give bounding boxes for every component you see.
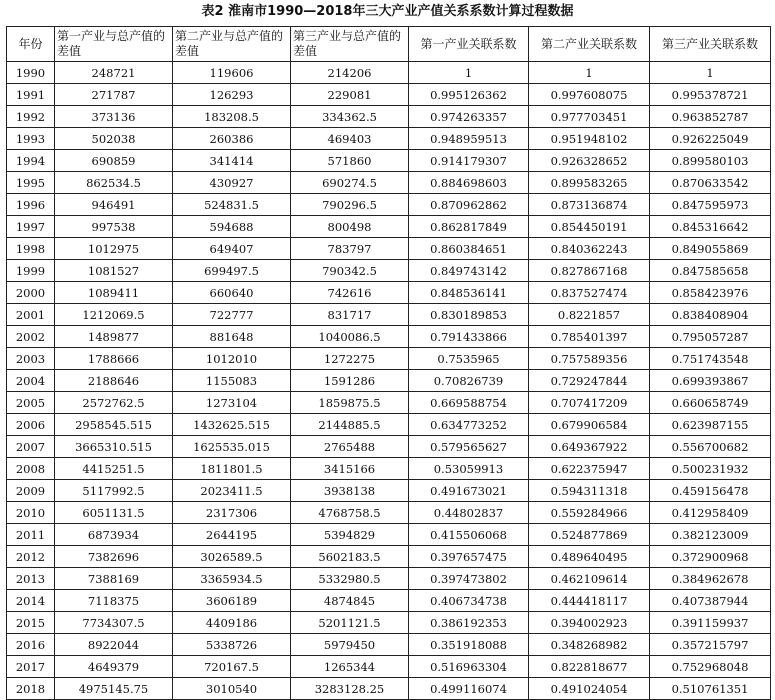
cell-secondary-coef: 0.8221857	[529, 304, 650, 326]
cell-year: 1997	[7, 216, 55, 238]
cell-primary-diff: 2188646	[55, 370, 173, 392]
cell-primary-diff: 7388169	[55, 568, 173, 590]
cell-tertiary-coef: 0.995378721	[650, 84, 771, 106]
table-row	[7, 458, 771, 480]
table-row	[7, 128, 771, 150]
cell-tertiary-diff: 831717	[291, 304, 409, 326]
cell-secondary-coef: 0.977703451	[529, 106, 650, 128]
cell-primary-coef: 0.995126362	[409, 84, 529, 106]
cell-tertiary-diff: 2765488	[291, 436, 409, 458]
cell-tertiary-diff: 3938138	[291, 480, 409, 502]
table-row	[7, 414, 771, 436]
header-tertiary-coef: 第三产业关联系数	[650, 27, 771, 62]
cell-secondary-coef: 0.707417209	[529, 392, 650, 414]
cell-primary-diff: 271787	[55, 84, 173, 106]
cell-tertiary-diff: 742616	[291, 282, 409, 304]
cell-year: 2012	[7, 546, 55, 568]
cell-primary-diff: 1081527	[55, 260, 173, 282]
cell-secondary-coef: 0.785401397	[529, 326, 650, 348]
cell-secondary-diff: 3010540	[173, 678, 291, 700]
cell-primary-coef: 0.44802837	[409, 502, 529, 524]
cell-primary-coef: 0.974263357	[409, 106, 529, 128]
table-row	[7, 678, 771, 700]
cell-secondary-diff: 524831.5	[173, 194, 291, 216]
cell-primary-diff: 373136	[55, 106, 173, 128]
cell-secondary-diff: 341414	[173, 150, 291, 172]
cell-tertiary-diff: 229081	[291, 84, 409, 106]
table-row	[7, 524, 771, 546]
cell-primary-diff: 7382696	[55, 546, 173, 568]
cell-secondary-diff: 1625535.015	[173, 436, 291, 458]
cell-tertiary-coef: 0.391159937	[650, 612, 771, 634]
cell-secondary-diff: 1811801.5	[173, 458, 291, 480]
cell-primary-coef: 0.491673021	[409, 480, 529, 502]
table-body	[7, 62, 771, 700]
cell-tertiary-coef: 0.660658749	[650, 392, 771, 414]
cell-secondary-diff: 260386	[173, 128, 291, 150]
cell-tertiary-coef: 0.372900968	[650, 546, 771, 568]
header-year: 年份	[7, 27, 55, 62]
cell-primary-diff: 1012975	[55, 238, 173, 260]
cell-primary-coef: 0.948959513	[409, 128, 529, 150]
cell-secondary-coef: 0.489640495	[529, 546, 650, 568]
table-row	[7, 502, 771, 524]
cell-primary-coef: 0.848536141	[409, 282, 529, 304]
cell-secondary-diff: 649407	[173, 238, 291, 260]
cell-primary-coef: 0.406734738	[409, 590, 529, 612]
table-row	[7, 106, 771, 128]
cell-tertiary-diff: 5602183.5	[291, 546, 409, 568]
cell-tertiary-diff: 690274.5	[291, 172, 409, 194]
table-row	[7, 238, 771, 260]
cell-secondary-diff: 3365934.5	[173, 568, 291, 590]
cell-tertiary-coef: 0.838408904	[650, 304, 771, 326]
cell-secondary-diff: 720167.5	[173, 656, 291, 678]
cell-tertiary-coef: 0.926225049	[650, 128, 771, 150]
cell-secondary-diff: 2023411.5	[173, 480, 291, 502]
cell-primary-coef: 0.579565627	[409, 436, 529, 458]
cell-primary-coef: 0.870962862	[409, 194, 529, 216]
cell-secondary-coef: 0.679906584	[529, 414, 650, 436]
cell-secondary-diff: 2644195	[173, 524, 291, 546]
cell-tertiary-diff: 4874845	[291, 590, 409, 612]
cell-secondary-diff: 430927	[173, 172, 291, 194]
cell-tertiary-coef: 0.847585658	[650, 260, 771, 282]
table-row	[7, 194, 771, 216]
table-row	[7, 348, 771, 370]
cell-secondary-diff: 1155083	[173, 370, 291, 392]
cell-secondary-coef: 0.840362243	[529, 238, 650, 260]
cell-secondary-diff: 722777	[173, 304, 291, 326]
cell-primary-diff: 5117992.5	[55, 480, 173, 502]
cell-tertiary-diff: 3283128.25	[291, 678, 409, 700]
cell-primary-diff: 7734307.5	[55, 612, 173, 634]
cell-tertiary-coef: 0.845316642	[650, 216, 771, 238]
cell-tertiary-coef: 0.459156478	[650, 480, 771, 502]
cell-primary-coef: 0.862817849	[409, 216, 529, 238]
cell-primary-diff: 502038	[55, 128, 173, 150]
cell-secondary-coef: 0.854450191	[529, 216, 650, 238]
cell-tertiary-coef: 0.849055869	[650, 238, 771, 260]
cell-primary-diff: 248721	[55, 62, 173, 84]
cell-secondary-diff: 1273104	[173, 392, 291, 414]
cell-primary-coef: 0.397473802	[409, 568, 529, 590]
cell-year: 2017	[7, 656, 55, 678]
cell-primary-diff: 2572762.5	[55, 392, 173, 414]
cell-primary-diff: 6873934	[55, 524, 173, 546]
cell-primary-diff: 862534.5	[55, 172, 173, 194]
cell-year: 1999	[7, 260, 55, 282]
cell-secondary-coef: 0.594311318	[529, 480, 650, 502]
cell-tertiary-diff: 800498	[291, 216, 409, 238]
table-row	[7, 304, 771, 326]
cell-primary-coef: 0.53059913	[409, 458, 529, 480]
cell-tertiary-coef: 0.795057287	[650, 326, 771, 348]
cell-secondary-coef: 1	[529, 62, 650, 84]
cell-secondary-coef: 0.559284966	[529, 502, 650, 524]
cell-tertiary-coef: 0.412958409	[650, 502, 771, 524]
correlation-table	[6, 26, 771, 700]
cell-year: 1992	[7, 106, 55, 128]
cell-year: 2006	[7, 414, 55, 436]
cell-tertiary-coef: 0.870633542	[650, 172, 771, 194]
cell-primary-diff: 4649379	[55, 656, 173, 678]
cell-secondary-coef: 0.622375947	[529, 458, 650, 480]
cell-secondary-coef: 0.462109614	[529, 568, 650, 590]
cell-tertiary-diff: 790296.5	[291, 194, 409, 216]
cell-year: 1995	[7, 172, 55, 194]
cell-tertiary-diff: 5332980.5	[291, 568, 409, 590]
cell-secondary-diff: 4409186	[173, 612, 291, 634]
cell-secondary-coef: 0.926328652	[529, 150, 650, 172]
cell-primary-diff: 8922044	[55, 634, 173, 656]
table-row	[7, 150, 771, 172]
cell-tertiary-coef: 1	[650, 62, 771, 84]
cell-tertiary-diff: 1591286	[291, 370, 409, 392]
cell-secondary-coef: 0.444418117	[529, 590, 650, 612]
table-row	[7, 568, 771, 590]
cell-tertiary-diff: 571860	[291, 150, 409, 172]
cell-secondary-coef: 0.837527474	[529, 282, 650, 304]
cell-primary-coef: 0.351918088	[409, 634, 529, 656]
cell-primary-diff: 1212069.5	[55, 304, 173, 326]
cell-tertiary-diff: 469403	[291, 128, 409, 150]
cell-secondary-diff: 2317306	[173, 502, 291, 524]
cell-tertiary-diff: 1272275	[291, 348, 409, 370]
cell-tertiary-coef: 0.407387944	[650, 590, 771, 612]
cell-tertiary-coef: 0.899580103	[650, 150, 771, 172]
cell-primary-coef: 0.914179307	[409, 150, 529, 172]
cell-primary-coef: 0.499116074	[409, 678, 529, 700]
cell-primary-coef: 0.516963304	[409, 656, 529, 678]
cell-year: 2003	[7, 348, 55, 370]
cell-tertiary-diff: 1040086.5	[291, 326, 409, 348]
cell-secondary-diff: 3606189	[173, 590, 291, 612]
cell-year: 1991	[7, 84, 55, 106]
cell-year: 2009	[7, 480, 55, 502]
cell-tertiary-diff: 5979450	[291, 634, 409, 656]
table-row	[7, 370, 771, 392]
table-caption: 表2 淮南市1990—2018年三大产业产值关系系数计算过程数据	[201, 4, 574, 19]
cell-tertiary-diff: 334362.5	[291, 106, 409, 128]
cell-secondary-diff: 699497.5	[173, 260, 291, 282]
cell-secondary-diff: 3026589.5	[173, 546, 291, 568]
cell-year: 2011	[7, 524, 55, 546]
cell-secondary-diff: 119606	[173, 62, 291, 84]
cell-tertiary-coef: 0.623987155	[650, 414, 771, 436]
cell-secondary-coef: 0.649367922	[529, 436, 650, 458]
cell-primary-coef: 0.415506068	[409, 524, 529, 546]
table-row	[7, 480, 771, 502]
cell-year: 1996	[7, 194, 55, 216]
cell-secondary-diff: 183208.5	[173, 106, 291, 128]
cell-secondary-coef: 0.491024054	[529, 678, 650, 700]
table-row	[7, 612, 771, 634]
cell-year: 1994	[7, 150, 55, 172]
header-row	[7, 27, 771, 62]
cell-secondary-coef: 0.951948102	[529, 128, 650, 150]
header-secondary-coef: 第二产业关联系数	[529, 27, 650, 62]
cell-year: 2005	[7, 392, 55, 414]
table-row	[7, 260, 771, 282]
cell-primary-diff: 1489877	[55, 326, 173, 348]
cell-primary-diff: 2958545.515	[55, 414, 173, 436]
table-row	[7, 634, 771, 656]
cell-tertiary-coef: 0.510761351	[650, 678, 771, 700]
cell-year: 2000	[7, 282, 55, 304]
cell-tertiary-coef: 0.357215797	[650, 634, 771, 656]
cell-primary-diff: 946491	[55, 194, 173, 216]
cell-primary-coef: 0.884698603	[409, 172, 529, 194]
cell-tertiary-diff: 4768758.5	[291, 502, 409, 524]
cell-primary-coef: 0.791433866	[409, 326, 529, 348]
cell-tertiary-coef: 0.382123009	[650, 524, 771, 546]
cell-primary-diff: 1089411	[55, 282, 173, 304]
cell-year: 2018	[7, 678, 55, 700]
cell-year: 1998	[7, 238, 55, 260]
cell-secondary-coef: 0.348268982	[529, 634, 650, 656]
table-row	[7, 172, 771, 194]
table-row	[7, 590, 771, 612]
cell-primary-diff: 7118375	[55, 590, 173, 612]
cell-year: 1990	[7, 62, 55, 84]
table-row	[7, 84, 771, 106]
cell-primary-coef: 0.7535965	[409, 348, 529, 370]
cell-primary-diff: 997538	[55, 216, 173, 238]
cell-tertiary-coef: 0.858423976	[650, 282, 771, 304]
header-primary-diff: 第一产业与总产值的差值	[55, 27, 173, 62]
cell-secondary-diff: 594688	[173, 216, 291, 238]
header-secondary-diff: 第二产业与总产值的差值	[173, 27, 291, 62]
cell-secondary-coef: 0.822818677	[529, 656, 650, 678]
cell-year: 2010	[7, 502, 55, 524]
cell-tertiary-coef: 0.751743548	[650, 348, 771, 370]
cell-tertiary-diff: 3415166	[291, 458, 409, 480]
table-row	[7, 436, 771, 458]
cell-primary-coef: 0.386192353	[409, 612, 529, 634]
cell-secondary-diff: 660640	[173, 282, 291, 304]
cell-secondary-coef: 0.873136874	[529, 194, 650, 216]
header-tertiary-diff: 第三产业与总产值的差值	[291, 27, 409, 62]
cell-secondary-coef: 0.997608075	[529, 84, 650, 106]
cell-tertiary-coef: 0.384962678	[650, 568, 771, 590]
cell-primary-coef: 0.669588754	[409, 392, 529, 414]
cell-tertiary-coef: 0.847595973	[650, 194, 771, 216]
cell-tertiary-diff: 783797	[291, 238, 409, 260]
table-row	[7, 282, 771, 304]
cell-tertiary-diff: 5201121.5	[291, 612, 409, 634]
cell-primary-diff: 6051131.5	[55, 502, 173, 524]
table-row	[7, 216, 771, 238]
cell-primary-coef: 0.70826739	[409, 370, 529, 392]
cell-tertiary-diff: 214206	[291, 62, 409, 84]
cell-primary-coef: 0.860384651	[409, 238, 529, 260]
header-primary-coef: 第一产业关联系数	[409, 27, 529, 62]
cell-primary-diff: 3665310.515	[55, 436, 173, 458]
cell-primary-coef: 0.634773252	[409, 414, 529, 436]
table-row	[7, 62, 771, 84]
cell-secondary-diff: 5338726	[173, 634, 291, 656]
cell-secondary-coef: 0.899583265	[529, 172, 650, 194]
cell-year: 2007	[7, 436, 55, 458]
cell-primary-diff: 690859	[55, 150, 173, 172]
cell-tertiary-coef: 0.752968048	[650, 656, 771, 678]
table-row	[7, 326, 771, 348]
cell-tertiary-diff: 790342.5	[291, 260, 409, 282]
cell-primary-diff: 4975145.75	[55, 678, 173, 700]
cell-secondary-coef: 0.757589356	[529, 348, 650, 370]
cell-secondary-diff: 1432625.515	[173, 414, 291, 436]
cell-year: 2002	[7, 326, 55, 348]
cell-tertiary-diff: 2144885.5	[291, 414, 409, 436]
cell-secondary-coef: 0.729247844	[529, 370, 650, 392]
table-row	[7, 546, 771, 568]
table-row	[7, 656, 771, 678]
cell-secondary-diff: 126293	[173, 84, 291, 106]
cell-secondary-diff: 881648	[173, 326, 291, 348]
cell-secondary-diff: 1012010	[173, 348, 291, 370]
cell-year: 2001	[7, 304, 55, 326]
cell-year: 2008	[7, 458, 55, 480]
cell-tertiary-diff: 5394829	[291, 524, 409, 546]
cell-year: 2013	[7, 568, 55, 590]
cell-year: 2014	[7, 590, 55, 612]
cell-tertiary-coef: 0.556700682	[650, 436, 771, 458]
cell-primary-diff: 4415251.5	[55, 458, 173, 480]
cell-tertiary-coef: 0.963852787	[650, 106, 771, 128]
cell-primary-diff: 1788666	[55, 348, 173, 370]
cell-tertiary-diff: 1859875.5	[291, 392, 409, 414]
table-row	[7, 392, 771, 414]
cell-primary-coef: 0.830189853	[409, 304, 529, 326]
cell-year: 2015	[7, 612, 55, 634]
cell-secondary-coef: 0.524877869	[529, 524, 650, 546]
cell-tertiary-coef: 0.500231932	[650, 458, 771, 480]
cell-tertiary-diff: 1265344	[291, 656, 409, 678]
cell-secondary-coef: 0.827867168	[529, 260, 650, 282]
cell-year: 1993	[7, 128, 55, 150]
cell-primary-coef: 0.849743142	[409, 260, 529, 282]
cell-primary-coef: 1	[409, 62, 529, 84]
cell-primary-coef: 0.397657475	[409, 546, 529, 568]
cell-year: 2016	[7, 634, 55, 656]
cell-tertiary-coef: 0.699393867	[650, 370, 771, 392]
cell-secondary-coef: 0.394002923	[529, 612, 650, 634]
cell-year: 2004	[7, 370, 55, 392]
